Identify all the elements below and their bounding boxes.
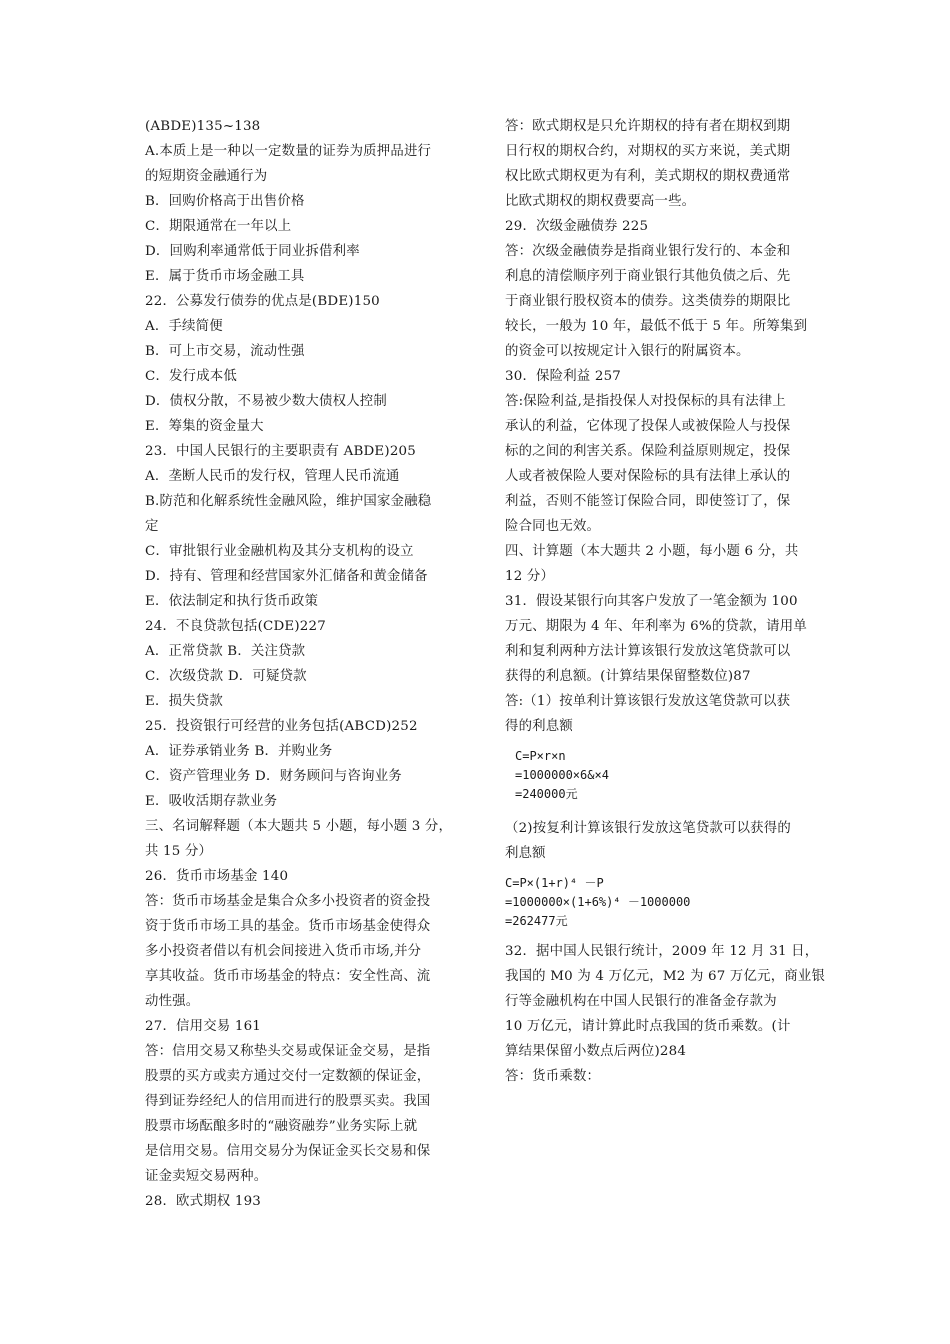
text-line: 答:（1）按单利计算该银行发放这笔贷款可以获 [505, 694, 791, 709]
formula-line: =1000000×6&×4 [515, 768, 609, 782]
text-line: 得到证券经纪人的信用而进行的股票买卖。我国 [145, 1094, 431, 1109]
text-line: 得的利息额 [505, 719, 573, 734]
formula-line: C=P×(1+r)⁴ －P [505, 876, 604, 890]
text-line: 获得的利息额。(计算结果保留整数位)87 [505, 669, 751, 684]
text-line: 答：次级金融债券是指商业银行发行的、本金和 [505, 244, 791, 259]
text-line: 29．次级金融债券 225 [505, 219, 649, 234]
text-line: 25．投资银行可经营的业务包括(ABCD)252 [145, 719, 418, 734]
text-line: D．持有、管理和经营国家外汇储备和黄金储备 [145, 569, 428, 584]
text-line: 多小投资者借以有机会间接进入货币市场,并分 [145, 944, 422, 959]
text-line: 比欧式期权的期权费要高一些。 [505, 194, 696, 209]
simple-interest-formula [505, 747, 810, 804]
text-line: 股票的买方或卖方通过交付一定数额的保证金， [145, 1069, 431, 1084]
text-line: E．损失贷款 [145, 694, 223, 709]
formula-line: C=P×r×n [515, 749, 566, 763]
text-line: 利息额 [505, 846, 546, 861]
right-top-text [505, 114, 810, 739]
text-line: C．资产管理业务 D．财务顾问与咨询业务 [145, 769, 402, 784]
text-line: 利息的清偿顺序列于商业银行其他负债之后、先 [505, 269, 791, 284]
text-line: E．筹集的资金量大 [145, 419, 264, 434]
text-line: 权比欧式期权更为有利，美式期权的期权费通常 [505, 169, 791, 184]
text-line: C．次级贷款 D．可疑贷款 [145, 669, 307, 684]
text-line: 答：货币乘数： [505, 1069, 601, 1084]
text-line: 我国的 M0 为 4 万亿元，M2 为 67 万亿元，商业银 [505, 969, 826, 984]
left-column [145, 114, 453, 1214]
right-bottom-text [505, 939, 826, 1089]
text-line: E．属于货币市场金融工具 [145, 269, 305, 284]
text-line: B．可上市交易，流动性强 [145, 344, 305, 359]
text-line: 12 分） [505, 569, 555, 584]
text-line: 10 万亿元，请计算此时点我国的货币乘数。(计 [505, 1019, 791, 1034]
text-line: A．垄断人民币的发行权，管理人民币流通 [145, 469, 400, 484]
text-line: 28．欧式期权 193 [145, 1194, 262, 1209]
text-line: 的短期资金融通行为 [145, 169, 268, 184]
text-line: 标的之间的利害关系。保险利益原则规定，投保 [505, 444, 791, 459]
text-line: D．回购利率通常低于同业拆借利率 [145, 244, 360, 259]
right-column [505, 114, 826, 1089]
text-line: （2)按复利计算该银行发放这笔贷款可以获得的 [505, 821, 791, 836]
text-line: 答:保险利益,是指投保人对投保标的具有法律上 [505, 394, 786, 409]
text-line: 算结果保留小数点后两位)284 [505, 1044, 687, 1059]
text-line: 三、名词解释题（本大题共 5 小题，每小题 3 分， [145, 819, 453, 834]
text-line: (ABDE)135~138 [145, 119, 261, 134]
text-line: 动性强。 [145, 994, 200, 1009]
text-line: 23．中国人民银行的主要职责有 ABDE)205 [145, 444, 416, 459]
text-line: B．回购价格高于出售价格 [145, 194, 305, 209]
text-line: 答：信用交易又称垫头交易或保证金交易，是指 [145, 1044, 431, 1059]
text-line: B.防范和化解系统性金融风险，维护国家金融稳 [145, 494, 432, 509]
text-line: 27．信用交易 161 [145, 1019, 262, 1034]
text-line: 较长，一般为 10 年，最低不低于 5 年。所筹集到 [505, 319, 808, 334]
text-line: 答：货币市场基金是集合众多小投资者的资金投 [145, 894, 431, 909]
text-line: 日行权的期权合约，对期权的买方来说，美式期 [505, 144, 791, 159]
text-line: 利益，否则不能签订保险合同，即使签订了，保 [505, 494, 791, 509]
text-line: E．吸收活期存款业务 [145, 794, 278, 809]
text-line: C．发行成本低 [145, 369, 237, 384]
text-line: 股票市场酝酿多时的“融资融券”业务实际上就 [145, 1119, 418, 1134]
text-line: A．手续简便 [145, 319, 223, 334]
text-line: 于商业银行股权资本的债券。这类债券的期限比 [505, 294, 791, 309]
text-line: A．正常贷款 B．关注贷款 [145, 644, 306, 659]
text-line: 是信用交易。信用交易分为保证金买长交易和保 [145, 1144, 431, 1159]
text-line: 答：欧式期权是只允许期权的持有者在期权到期 [505, 119, 791, 134]
text-line: 四、计算题（本大题共 2 小题，每小题 6 分，共 [505, 544, 799, 559]
text-line: 30．保险利益 257 [505, 369, 622, 384]
formula-line: =240000元 [515, 787, 578, 801]
formula-line: =262477元 [505, 914, 568, 928]
text-line: A．证券承销业务 B．并购业务 [145, 744, 333, 759]
text-line: E．依法制定和执行货币政策 [145, 594, 319, 609]
text-line: C．期限通常在一年以上 [145, 219, 292, 234]
text-line: 31．假设某银行向其客户发放了一笔金额为 100 [505, 594, 798, 609]
text-line: 享其收益。货币市场基金的特点：安全性高、流 [145, 969, 431, 984]
text-line: C．审批银行业金融机构及其分支机构的设立 [145, 544, 414, 559]
formula-line: =1000000×(1+6%)⁴ －1000000 [505, 895, 691, 909]
compound-interest-intro [505, 816, 810, 866]
text-line: A.本质上是一种以一定数量的证券为质押品进行 [145, 144, 432, 159]
text-line: 资于货币市场工具的基金。货币市场基金使得众 [145, 919, 431, 934]
text-line: 共 15 分） [145, 844, 213, 859]
text-line: 利和复利两种方法计算该银行发放这笔贷款可以 [505, 644, 791, 659]
text-line: 26．货币市场基金 140 [145, 869, 289, 884]
text-line: 定 [145, 519, 159, 534]
text-line: D．债权分散，不易被少数大债权人控制 [145, 394, 387, 409]
text-line: 万元、期限为 4 年、年利率为 6%的贷款，请用单 [505, 619, 807, 634]
text-line: 22．公募发行债券的优点是(BDE)150 [145, 294, 380, 309]
text-line: 证金卖短交易两种。 [145, 1169, 268, 1184]
text-line: 32．据中国人民银行统计，2009 年 12 月 31 日， [505, 944, 819, 959]
text-line: 险合同也无效。 [505, 519, 601, 534]
text-line: 的资金可以按规定计入银行的附属资本。 [505, 344, 750, 359]
text-line: 行等金融机构在中国人民银行的准备金存款为 [505, 994, 777, 1009]
text-line: 人或者被保险人要对保险标的具有法律上承认的 [505, 469, 791, 484]
compound-interest-formula [505, 874, 810, 931]
text-line: 24．不良贷款包括(CDE)227 [145, 619, 326, 634]
text-line: 承认的利益，它体现了投保人或被保险人与投保 [505, 419, 791, 434]
